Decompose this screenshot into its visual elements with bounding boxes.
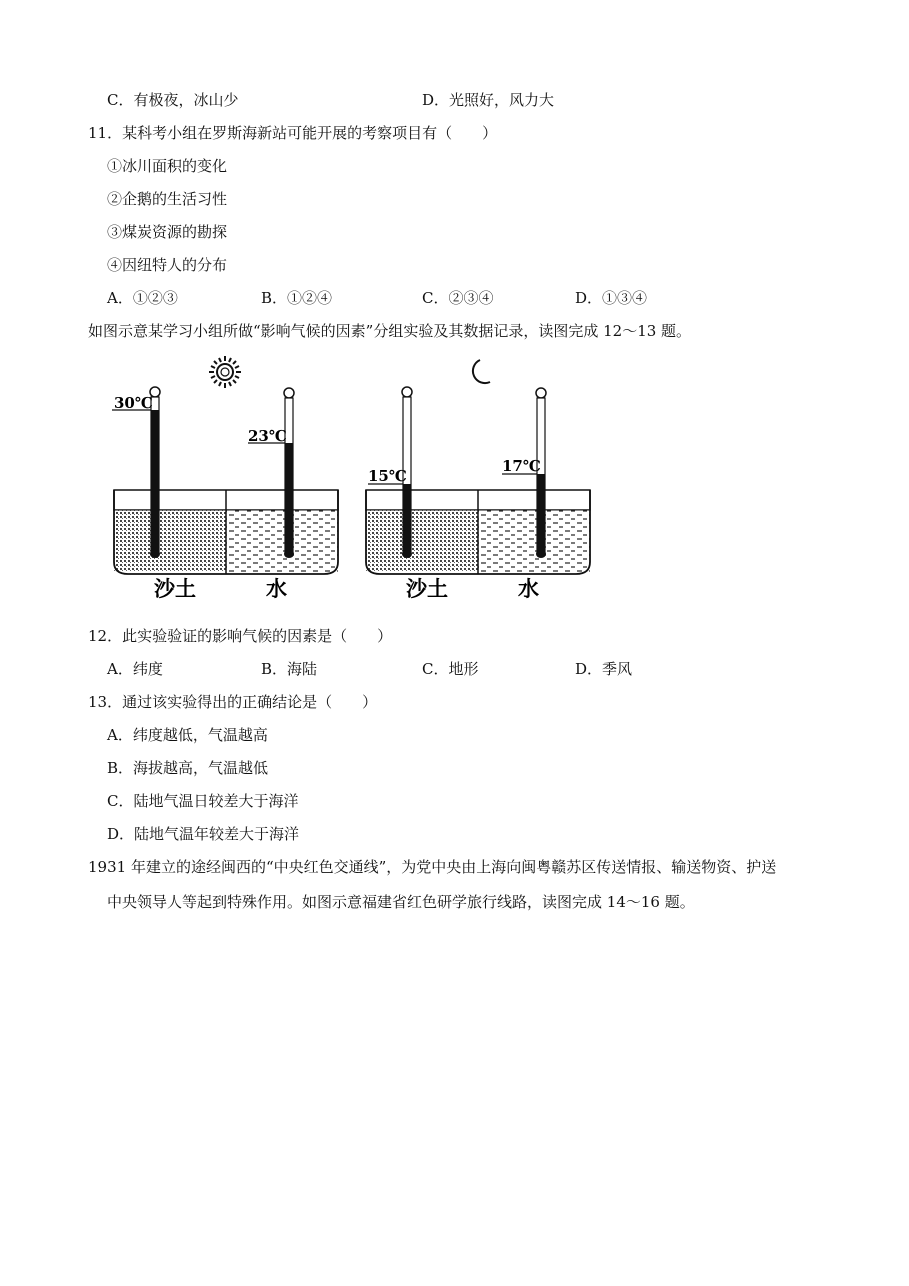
right-panel bbox=[366, 360, 590, 601]
q10-option-c: C．有极夜，冰山少 bbox=[107, 91, 239, 109]
right-water-temp: 17℃ bbox=[502, 457, 541, 475]
q10-option-d: D．光照好，风力大 bbox=[422, 91, 555, 109]
q12-option-a: A．纬度 bbox=[107, 660, 163, 678]
experiment-figure bbox=[108, 352, 598, 602]
sun-icon bbox=[209, 356, 241, 388]
q11-option-c: C．②③④ bbox=[422, 289, 494, 307]
left-water-label: 水 bbox=[266, 576, 287, 601]
right-water-label: 水 bbox=[518, 576, 539, 601]
q12-option-b: B．海陆 bbox=[261, 660, 318, 678]
right-sand-temp: 15℃ bbox=[368, 467, 407, 485]
q11-item-2: ②企鹅的生活习性 bbox=[107, 190, 228, 208]
left-sand-temp: 30℃ bbox=[114, 394, 153, 412]
q11-item-4: ④因纽特人的分布 bbox=[107, 256, 228, 274]
q13-option-d: D．陆地气温年较差大于海洋 bbox=[107, 825, 300, 843]
moon-icon bbox=[473, 360, 490, 383]
q12-option-c: C．地形 bbox=[422, 660, 479, 678]
q11-item-1: ①冰川面积的变化 bbox=[107, 157, 228, 175]
q13-option-b: B．海拔越高，气温越低 bbox=[107, 759, 269, 777]
left-water-temp: 23℃ bbox=[248, 427, 287, 445]
q13-option-c: C．陆地气温日较差大于海洋 bbox=[107, 792, 299, 810]
intro-14-16-line-2: 中央领导人等起到特殊作用。如图示意福建省红色研学旅行线路，读图完成 14～16 题。 bbox=[107, 893, 695, 911]
left-panel bbox=[112, 356, 338, 601]
q11-option-b: B．①②④ bbox=[261, 289, 333, 307]
left-sand-label: 沙土 bbox=[154, 576, 196, 601]
q13-option-a: A．纬度越低，气温越高 bbox=[107, 726, 268, 744]
left-container bbox=[114, 490, 338, 574]
q11-item-3: ③煤炭资源的勘探 bbox=[107, 223, 228, 241]
q11-option-a: A．①②③ bbox=[107, 289, 178, 307]
q12-stem: 12．此实验验证的影响气候的因素是（ ） bbox=[88, 627, 393, 645]
intro-12-13: 如图示意某学习小组所做“影响气候的因素”分组实验及其数据记录，读图完成 12～13 题。 bbox=[88, 322, 692, 340]
q11-stem: 11．某科考小组在罗斯海新站可能开展的考察项目有（ ） bbox=[88, 124, 498, 142]
right-container bbox=[366, 490, 590, 574]
intro-14-16-line-1: 1931 年建立的途经闽西的“中央红色交通线”，为党中央由上海向闽粤赣苏区传送情报、输送物资、护送 bbox=[88, 858, 777, 876]
q12-option-d: D．季风 bbox=[575, 660, 633, 678]
q11-option-d: D．①③④ bbox=[575, 289, 648, 307]
q13-stem: 13．通过该实验得出的正确结论是（ ） bbox=[88, 693, 378, 711]
right-sand-label: 沙土 bbox=[406, 576, 448, 601]
